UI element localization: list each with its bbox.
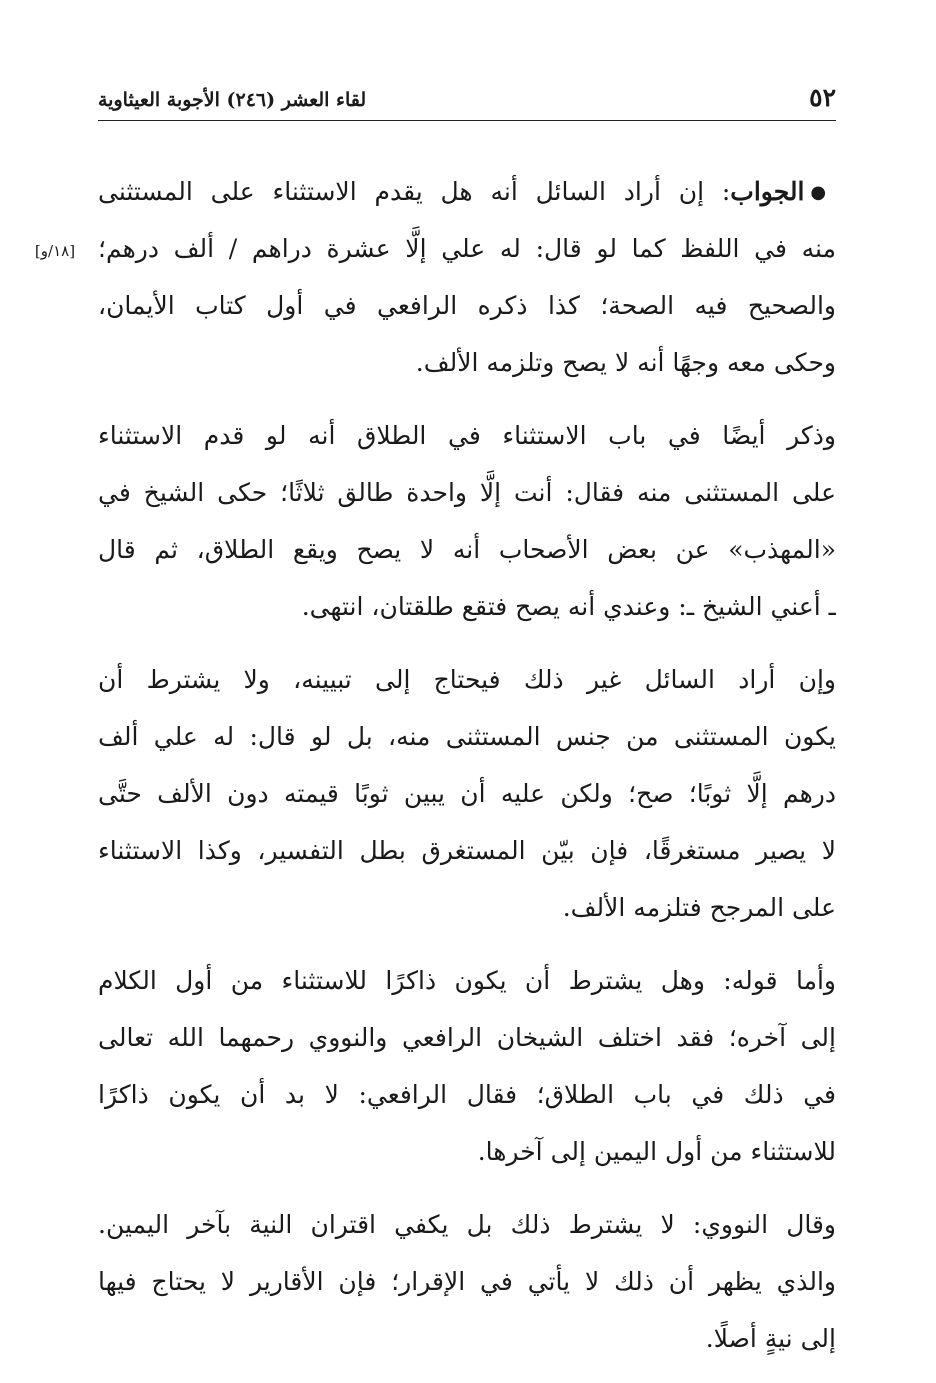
paragraph	[98, 407, 836, 635]
text-line: إلى آخره؛ فقد اختلف الشيخان الرافعي والنووي رحمهما الله تعالى	[98, 1023, 836, 1052]
bullet-icon: ●	[810, 182, 836, 203]
manuscript-folio-note: [١٨/و]	[34, 242, 76, 260]
text-line: منه في اللفظ كما لو قال: له علي إلَّا عشرة دراهم / ألف درهم؛	[98, 234, 836, 263]
text-line: والصحيح فيه الصحة؛ كذا ذكره الرافعي في أول كتاب الأيمان،	[98, 291, 836, 320]
text-line: وقال النووي: لا يشترط ذلك بل يكفي اقتران النية بآخر اليمين.	[98, 1210, 836, 1239]
text-line: ـ أعني الشيخ ـ: وعندي أنه يصح فتقع طلقتان، انتهى.	[301, 592, 836, 621]
text-line: على المرجح فتلزمه الألف.	[562, 893, 836, 922]
text-line: وإن أراد السائل غير ذلك فيحتاج إلى تبيينه، ولا يشترط أن	[98, 665, 836, 694]
text-line	[98, 163, 836, 220]
answer-paragraph	[98, 163, 836, 391]
paragraph	[98, 1196, 836, 1367]
text-line: وحكى معه وجهًا أنه لا يصح وتلزمه الألف.	[415, 348, 836, 377]
text-line: والذي يظهر أن ذلك لا يأتي في الإقرار؛ فإن الأقارير لا يحتاج فيها	[98, 1267, 836, 1296]
running-title: لقاء العشر (٢٤٦) الأجوبة العيثاوية	[98, 89, 367, 111]
page-header	[98, 80, 836, 121]
text-line-content: : إن أراد السائل أنه هل يقدم الاستثناء على المستثنى	[98, 177, 731, 206]
page-number: ٥٢	[809, 83, 836, 112]
page-body	[98, 163, 836, 1383]
text-line: في ذلك في باب الطلاق؛ فقال الرافعي: لا بد أن يكون ذاكرًا	[98, 1080, 836, 1109]
text-line: على المستثنى منه فقال: أنت إلَّا واحدة طالق ثلاثًا؛ حكى الشيخ في	[98, 478, 836, 507]
paragraph	[98, 952, 836, 1180]
text-line: وذكر أيضًا في باب الاستثناء في الطلاق أنه لو قدم الاستثناء	[98, 421, 836, 450]
text-line: يكون المستثنى من جنس المستثنى منه، بل لو قال: له علي ألف	[98, 722, 836, 751]
text-line: لا يصير مستغرقًا، فإن بيّن المستغرق بطل التفسير، وكذا الاستثناء	[98, 836, 836, 865]
text-line: إلى نيةٍ أصلًا.	[705, 1324, 836, 1353]
paragraph	[98, 651, 836, 936]
text-line: للاستثناء من أول اليمين إلى آخرها.	[477, 1137, 836, 1166]
text-line: وأما قوله: وهل يشترط أن يكون ذاكرًا للاستثناء من أول الكلام	[98, 966, 836, 995]
answer-label: الجواب	[730, 177, 805, 206]
text-line: درهم إلَّا ثوبًا؛ صح؛ ولكن عليه أن يبين ثوبًا قيمته دون الألف حتَّى	[98, 779, 836, 808]
text-line: «المهذب» عن بعض الأصحاب أنه لا يصح ويقع الطلاق، ثم قال	[98, 535, 836, 564]
